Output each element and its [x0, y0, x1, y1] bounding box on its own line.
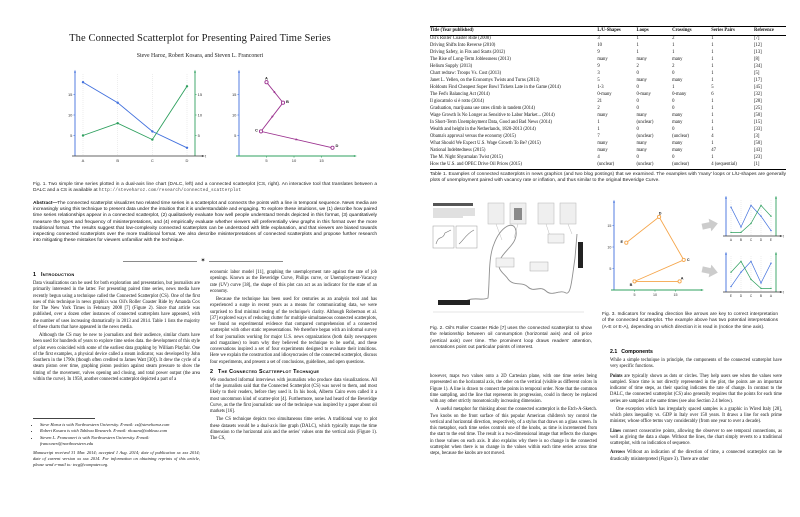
table-row [430, 134, 786, 141]
svg-text:10: 10 [607, 245, 612, 250]
value-cell: 5 [597, 78, 600, 84]
value-cell: 0 [672, 127, 675, 133]
value-cell: [25] [753, 106, 762, 112]
svg-text:C: C [686, 258, 690, 263]
value-cell: 47 [711, 148, 716, 154]
affiliation-item: • Steve Haroz is with Northwestern University. E-mail: cs@steveharoz.com [40, 422, 200, 428]
value-cell: [3] [753, 134, 760, 140]
value-cell: 0-many [597, 92, 612, 98]
value-cell: 1 [711, 141, 714, 147]
lead-word: Points [610, 373, 623, 379]
value-cell: 0 [672, 71, 675, 77]
value-cell: many [597, 148, 608, 154]
value-cell: 0 [672, 155, 675, 161]
value-cell: 0 [636, 99, 639, 105]
svg-text:5: 5 [70, 133, 73, 138]
svg-text:15: 15 [231, 92, 237, 97]
value-cell: [17] [753, 78, 762, 84]
affiliation-item: • Robert Kosara is with Tableau Research. E-mail: rkosara@tableau.com [40, 428, 200, 434]
column-header: Title (Year published) [430, 27, 597, 36]
example-title-cell: Driving Shifts Into Reverse (2010) [430, 43, 496, 49]
author-affiliations [33, 422, 200, 448]
value-cell: many [672, 78, 683, 84]
value-cell: 1 [711, 106, 714, 112]
section-1-heading [33, 272, 200, 278]
example-title-cell: Helium Supply (2013) [430, 64, 473, 70]
paragraph [610, 374, 782, 405]
example-title-cell: The M. Night Shyamalan Twist (2015) [430, 155, 503, 161]
svg-text:A: A [680, 276, 684, 281]
fig1-dalc-chart [55, 66, 215, 170]
svg-text:5: 5 [633, 292, 636, 297]
value-cell: [33] [753, 127, 762, 133]
fig2-newspaper-graphic-image [430, 200, 588, 320]
value-cell: [50] [753, 113, 762, 119]
section-number: 1 [33, 272, 36, 278]
paragraph: Data visualizations can be used for both exploration and presentation, but journalists are primarily interested in the latter. For presenting paired time series, news media have recently begun using a technique called the Connected Scatterplot (CS). One of the first uses of this technique in news graphics was Oil's Roller Coaster Ride by Amanda Cox for The New York Times in February 2008 [7] (Figure 2). Since that article was published, over a dozen other instances of connected scatterplots have appeared, with the number of uses increasing dramatically in 2013 and 2014. Table 1 lists the majority of these charts that have appeared in the news media. [33, 281, 200, 330]
svg-text:10: 10 [231, 112, 237, 118]
table-row [430, 155, 786, 162]
value-cell: 5 [711, 85, 714, 91]
svg-text:B: B [116, 157, 120, 163]
value-cell: 6 [711, 92, 714, 98]
svg-text:D: D [739, 294, 743, 298]
example-title-cell: Holdouts Find Cheapest Super Bowl Tickets Late in the Game (2014) [430, 85, 561, 91]
value-cell: 2 [672, 36, 675, 42]
subsection-title: Components [621, 349, 653, 355]
abstract-text: The connected scatterplot visualizes two related time series in a scatterplot and connects the points with a line in temporal sequence. News media are increasingly using this technique to present data under the intuition that it is understandable and engaging. To explore these intuitions, we (1) describe how paired time series relationships appear in a connected scatterplot, (2) qualitatively evaluate how well people understand trends depicted in this format, (3) quantitatively measure the types and frequency of misinterpretations, and (4) empirically evaluate whether viewers will preferentially view graphs in this format over the more traditional format. The results suggest that low-complexity connected scatterplots can be understood with little explanation, and that viewers are biased towards inspecting connected scatterplots over the more traditional format. We also describe misinterpretations of connected scatterplots and propose further research into mitigating these mistakes for viewers unfamiliar with the technique. [33, 201, 377, 244]
abstract [33, 201, 377, 245]
value-cell: [28] [753, 99, 762, 105]
example-title-cell: The Rise of Long-Term Joblessness (2013) [430, 57, 511, 63]
value-cell: 1 [711, 113, 714, 119]
section-divider [123, 258, 283, 264]
value-cell: [50] [753, 141, 762, 147]
table-row [430, 141, 786, 148]
fig1-caption-text: Fig. 1. Two simple time series plotted in a dual-axis line chart (DALC, left) and a connected scatterplot (CS, right). An interactive tool that translates between a DALC and a CS is available at [33, 182, 377, 194]
value-cell: 1 [636, 50, 639, 56]
page-2 [400, 0, 800, 517]
svg-text:5: 5 [197, 133, 200, 138]
value-cell: 2 [597, 106, 600, 112]
table-row [430, 35, 786, 42]
examples-table [430, 26, 786, 170]
value-cell: many [672, 141, 683, 147]
paragraph: While a simple technique in principle, the components of the connected scatterplot have very specific functions. [610, 358, 782, 370]
example-title-cell: Oil's Roller Coaster Ride (2008) [430, 36, 491, 42]
value-cell: 0 [636, 106, 639, 112]
svg-text:15: 15 [607, 224, 612, 228]
table-row [430, 106, 786, 113]
value-cell: 1 [711, 99, 714, 105]
value-cell: (unclear) [636, 162, 654, 168]
table-row [430, 50, 786, 57]
svg-text:C: C [255, 127, 258, 133]
table-1 [430, 26, 786, 170]
value-cell: (unclear) [672, 162, 689, 168]
svg-text:A: A [81, 157, 85, 163]
affiliation-item: • Steven L. Franconeri is with Northwestern University. E-mail: franconeri@northwestern.edu [40, 435, 200, 447]
value-cell: 3 [597, 36, 600, 42]
paragraph-text: connect consecutive points, allowing the observer to see temporal connections, as well as giving the data a shape. Without the lines, the chart simply reverts to a traditional scatterplot, with no indication of sequence. [610, 428, 782, 446]
lead-word: Lines [610, 428, 621, 434]
value-cell: many [672, 148, 683, 154]
table-row [430, 113, 786, 120]
example-title-cell: In Short-Term Unemployment Data, Good and Bad News (2014) [430, 120, 552, 126]
table-row [430, 71, 786, 78]
figure-1 [55, 66, 360, 170]
value-cell: 0 [636, 85, 639, 91]
svg-text:C: C [749, 294, 753, 298]
example-title-cell: Janet L. Yellen, on the Economys Twists and Turns (2013) [430, 78, 540, 84]
svg-text:B: B [629, 283, 633, 288]
svg-text:t: t [783, 234, 784, 239]
column-header: Series Pairs [711, 27, 754, 36]
svg-text:5: 5 [234, 133, 237, 138]
value-cell: 3 [597, 71, 600, 77]
example-title-cell: How the U.S. and OPEC Drive Oil Prices (2015) [430, 162, 522, 168]
value-cell: [12] [753, 43, 762, 49]
paragraph-text: are typically shown as dots or circles. They help users see when the values were sampled. Since time is not directly represented in the plot, the points are an important indicator of time steps, as their spacing indicates the rate of change. In contrast to the DALC, the connected scatterplot (CS) also generally requires that the points for each time series are sampled at the same times (see also Section 2.4 below). [610, 373, 782, 404]
svg-text:10: 10 [291, 158, 297, 164]
table-row [430, 64, 786, 71]
svg-text:15: 15 [197, 92, 203, 97]
value-cell: [13] [753, 50, 762, 56]
section-2-heading [210, 369, 377, 375]
value-cell: 4 (sequential) [711, 162, 737, 168]
value-cell: 2 [636, 64, 639, 70]
paper-title: The Connected Scatterplot for Presenting Paired Time Series [69, 33, 331, 44]
value-cell: many [636, 148, 647, 154]
paragraph: We conducted informal interviews with journalists who produce data visualizations. All of the journalists said that the Connected Scatterplot (CS) was novel to them, and most likely to their readers, before they used it. In his book, Alberto Cairo even called it a most uncommon kind of scatter-plot [4]. Furthermore, none had heard of the Beveridge Curve, as the the first journalistic use of the technique was inspired by a paper about oil markets [16]. [210, 377, 377, 414]
value-cell: (unclear) [636, 120, 654, 126]
value-cell: 4 [711, 134, 714, 140]
table-row [430, 162, 786, 169]
svg-text:10: 10 [197, 112, 203, 118]
value-cell: 1 [711, 71, 714, 77]
example-title-cell: Wage Growth Is No Longer as Sensitive to Labor Market... (2014) [430, 113, 555, 119]
value-cell: [43] [753, 148, 762, 154]
value-cell: 0 [672, 106, 675, 112]
subsection-number: 2.1 [610, 349, 618, 355]
table-row [430, 148, 786, 155]
svg-text:E: E [729, 294, 733, 298]
value-cell: 1 [636, 43, 639, 49]
column-header: Crossings [672, 27, 711, 36]
svg-text:A: A [729, 238, 733, 242]
column-1 [430, 374, 597, 460]
value-cell: 2 [672, 64, 675, 70]
value-cell: 1-3 [597, 85, 604, 91]
table-row [430, 99, 786, 106]
value-cell: many [636, 113, 647, 119]
value-cell: 4 [597, 155, 600, 161]
value-cell: [45] [753, 85, 762, 91]
value-cell: 1 [597, 120, 600, 126]
paragraph [610, 429, 782, 448]
column-2 [210, 270, 377, 445]
paragraph: Although the CS may be new to journalists and their audience, similar charts have been used for hundreds of years to explore time series data. the development of this style of plot even coincided with some of the earliest data graphing by William Playfair. One of the first examples, a physical device called a steam indicator, was developed by John Southern in the 1790s (though often credited to James Watt [30]). It drew the cycle of a steam piston over time, graphing piston position against steam pressure to show the timing of the movement, valves opening and closing, and total power output (the area within the curve). In 1958, another connected scatterplot depicted a part of a [33, 333, 200, 382]
value-cell: [7] [753, 36, 760, 42]
svg-text:D: D [185, 157, 189, 163]
value-cell: 1 [711, 64, 714, 70]
section-title: The Connected Scatterplot Technique [218, 368, 320, 375]
paragraph [610, 450, 782, 463]
value-cell: [34] [753, 64, 762, 70]
paragraph: economic labor model [11], graphing the unemployment rate against the rate of job openings. Known as the Beveridge Curve, Philips curve, or Unemployment-Vacancy rate (UV) curve [38], the shape of this plot can act as an indicator for the state of an economy. [210, 270, 377, 294]
subsection-heading [610, 349, 782, 355]
column-header: L/U-Shapes [597, 27, 636, 36]
divider-line [209, 261, 283, 262]
column-1 [33, 270, 200, 386]
svg-text:C: C [150, 157, 154, 163]
table-row [430, 85, 786, 92]
svg-text:D: D [335, 143, 339, 148]
svg-text:A: A [265, 75, 268, 81]
paragraph: however, maps two values onto a 2D Cartesian plane, with one time series being represented on the horizontal axis, the other on the vertical (visible as different colors in Figure 1). A line is drawn to connect the points in temporal order. Note that the common time sampling, and the line that represents its progression, could in theory be replaced with any other strictly monotonically increasing dimension. [430, 374, 597, 404]
value-cell: 9 [597, 50, 600, 56]
footnote-rule [33, 418, 95, 419]
fig3-caption: Fig. 3. Indicators for reading direction like arrows are key to correct interpretation of the connected scatterplot. The example above has two potential interpretations (A-E or E-A), depending on which direction it is read in (notice the time axis). [602, 312, 778, 330]
table-row [430, 57, 786, 64]
column-header: Loops [636, 27, 672, 36]
lead-word: Arrows [610, 450, 626, 456]
svg-text:B: B [286, 98, 289, 104]
example-title-cell: Wealth and height in the Netherlands, 1820-2013 (2014) [430, 127, 536, 133]
example-title-cell: Graduation, marijuana use rates climb in tandem (2014) [430, 106, 535, 112]
svg-text:D: D [658, 211, 662, 216]
example-title-cell: What Should We Expect U.S. Wage Growth To Be? (2015) [430, 141, 541, 147]
value-cell: many [636, 78, 647, 84]
value-cell: [8] [753, 57, 760, 63]
value-cell: 1 [597, 127, 600, 133]
value-cell: many [636, 141, 647, 147]
value-cell: (unclear) [636, 134, 654, 140]
manuscript-note: Manuscript received 31 Mar. 2014; accepted 1 Aug. 2014; date of publication xx xxx 2014; date of current version xx xxx 2014. For information on obtaining reprints of this article, please send e-mail to: tvcg@computer.org. [33, 450, 200, 468]
value-cell: 0 [636, 155, 639, 161]
fig2-caption: Fig. 2. Oil's Roller Coaster Ride [7] uses the connected scatterplot to show the relationship between oil consumption (horizontal axis) and oil price (vertical axis) over time. The prominent loop draws readers' attention, annotations point out particular points of interest. [430, 326, 592, 350]
divider-star-icon: ✶ [200, 258, 206, 264]
value-cell: many [636, 57, 647, 63]
svg-text:t: t [205, 153, 207, 159]
svg-text:15: 15 [673, 292, 678, 297]
value-cell: 21 [597, 99, 602, 105]
example-title-cell: Obama's approval versus the economy (2015) [430, 134, 516, 140]
value-cell: [1] [753, 162, 760, 168]
paragraph: Because the technique has been used for centuries as an analysis tool and has experienced a surge in recent years as a means for communicating data, we were surprised to find minimal testing of the technique's clarity. Although Robertson et al. [37] explored ways of reducing clutter for multiple simultaneous connected scatterplots, we found no experimental evidence that compared comprehension of a connected scatterplot with other static representations. We therefore began with an informal survey of four journalists working for major U.S. news organizations (both daily newspapers and magazines) to learn why they believed the technique to be useful, and these conversations inspired a set of four experiments designed to evaluate their intuitions. Here we explain the construction and idiosyncrasies of the connected scatterplot, discuss four experiments, and present a set of conclusions, guidelines, and open questions. [210, 297, 377, 365]
table-row [430, 78, 786, 85]
value-cell: 0 [636, 127, 639, 133]
value-cell: 0-many [672, 92, 687, 98]
svg-text:B: B [759, 294, 763, 298]
value-cell: [23] [753, 155, 762, 161]
paragraph: One exception which has irregularly spaced samples is a graphic in Wired Italy [28], which plots inequality vs. GDP in Italy over 150 years. It draws a line for each prime minister, whose office terms vary considerably (from one year to over a decade). [610, 406, 782, 425]
svg-text:15: 15 [67, 92, 73, 97]
example-title-cell: The Fed's Balancing Act (2014) [430, 92, 490, 98]
value-cell: [5] [753, 71, 760, 77]
svg-text:B: B [739, 238, 743, 242]
svg-text:C: C [749, 238, 753, 242]
paragraph: A useful metaphor for thinking about the connected scatterplot is the Etch-A-Sketch. Two knobs on the front surface of this popular American children's toy control the vertical and horizontal direction, respectively, of a stylus that draws on a glass screen. In this metaphor, each time series controls one of the knobs, as time is incremented from the start to the end time. The result is a two-dimensional image that reflects the changes in those values on each axis. It also explains why there is no change in the connected scatterplot when there is no change in the values within each time series across time steps, because the knobs are not moved. [430, 407, 597, 456]
value-cell: 1 [636, 36, 639, 42]
svg-text:E: E [769, 238, 773, 242]
value-cell: 0-many [636, 92, 651, 98]
example-title-cell: Il giocattolo si è rotto (2014) [430, 99, 485, 105]
svg-text:15: 15 [319, 158, 324, 164]
value-cell: [32] [753, 92, 762, 98]
svg-text:5: 5 [265, 158, 268, 164]
column-header: Reference [754, 27, 786, 36]
value-cell: 1 [711, 78, 714, 84]
value-cell: 1 [711, 36, 714, 42]
table-row [430, 92, 786, 99]
table-row [430, 43, 786, 50]
svg-text:D: D [759, 238, 763, 242]
value-cell: 0 [636, 71, 639, 77]
svg-text:E: E [620, 239, 624, 244]
table-row [430, 120, 786, 127]
fig1-cs-chart [225, 66, 360, 170]
value-cell: 7 [597, 134, 600, 140]
value-cell: (unclear) [672, 134, 689, 140]
value-cell: 9 [597, 64, 600, 70]
value-cell: 1 [711, 50, 714, 56]
section-title: Introduction [41, 272, 75, 278]
value-cell: many [672, 120, 683, 126]
value-cell: 1 [711, 43, 714, 49]
value-cell: 1 [711, 127, 714, 133]
value-cell: many [597, 141, 608, 147]
section-number: 2 [210, 368, 213, 375]
example-title-cell: National Indebtedness (2015) [430, 148, 486, 154]
table-row [430, 127, 786, 134]
value-cell: 0 [672, 99, 675, 105]
value-cell: [15] [753, 120, 762, 126]
svg-text:10: 10 [67, 112, 73, 118]
value-cell: many [672, 113, 683, 119]
fig1-caption-link[interactable]: http://steveharoz.com/research/connected_scatterplot [98, 188, 242, 194]
value-cell: 1 [711, 155, 714, 161]
value-cell: 1 [711, 120, 714, 126]
svg-text:10: 10 [653, 292, 657, 297]
value-cell: 1 [711, 57, 714, 63]
value-cell: many [597, 57, 608, 63]
fig1-caption [33, 182, 377, 195]
footnote-block [33, 418, 200, 468]
example-title-cell: Chart redraw: Troops Vs. Cost (2013) [430, 71, 502, 77]
abstract-label: Abstract— [33, 201, 58, 206]
divider-line [123, 261, 197, 262]
example-title-cell: Driving Safety, in Fits and Starts (2012) [430, 50, 506, 56]
column-2 [610, 349, 782, 466]
svg-text:5: 5 [609, 267, 612, 271]
svg-text:t: t [783, 290, 784, 295]
paragraph-text: Without an indication of the direction of time, a connected scatterplot can be drastically misinterpreted (Figure 3). There are other [610, 450, 782, 462]
table-caption: Table 1. Examples of connected scatterplots in news graphics (and two blog postings) that we examined. The examples with 'many' loops or L/U-shapes are generally plots of unemployment paired with vacancy rate or inflation, and thus similar to the original Beveridge Curve. [430, 172, 786, 184]
paragraph: The CS technique depicts two simultaneous time series. A traditional way to plot these datasets would be a dual-axis line graph (DALC), which typically maps the time dimension to the horizontal axis and the series' values onto the vertical axis (Figure 1). The CS, [210, 417, 377, 441]
value-cell: many [672, 57, 683, 63]
value-cell: (unclear) [597, 162, 615, 168]
table-header-row [430, 27, 786, 36]
paper-authors: Steve Haroz, Robert Kosara, and Steven L. Franconeri [136, 53, 264, 59]
value-cell: 1 [672, 50, 675, 56]
value-cell: 10 [597, 43, 602, 49]
fig3-direction-chart [602, 196, 787, 308]
value-cell: many [597, 113, 608, 119]
value-cell: 1 [672, 43, 675, 49]
value-cell: 1 [672, 85, 675, 91]
svg-text:A: A [769, 294, 773, 298]
